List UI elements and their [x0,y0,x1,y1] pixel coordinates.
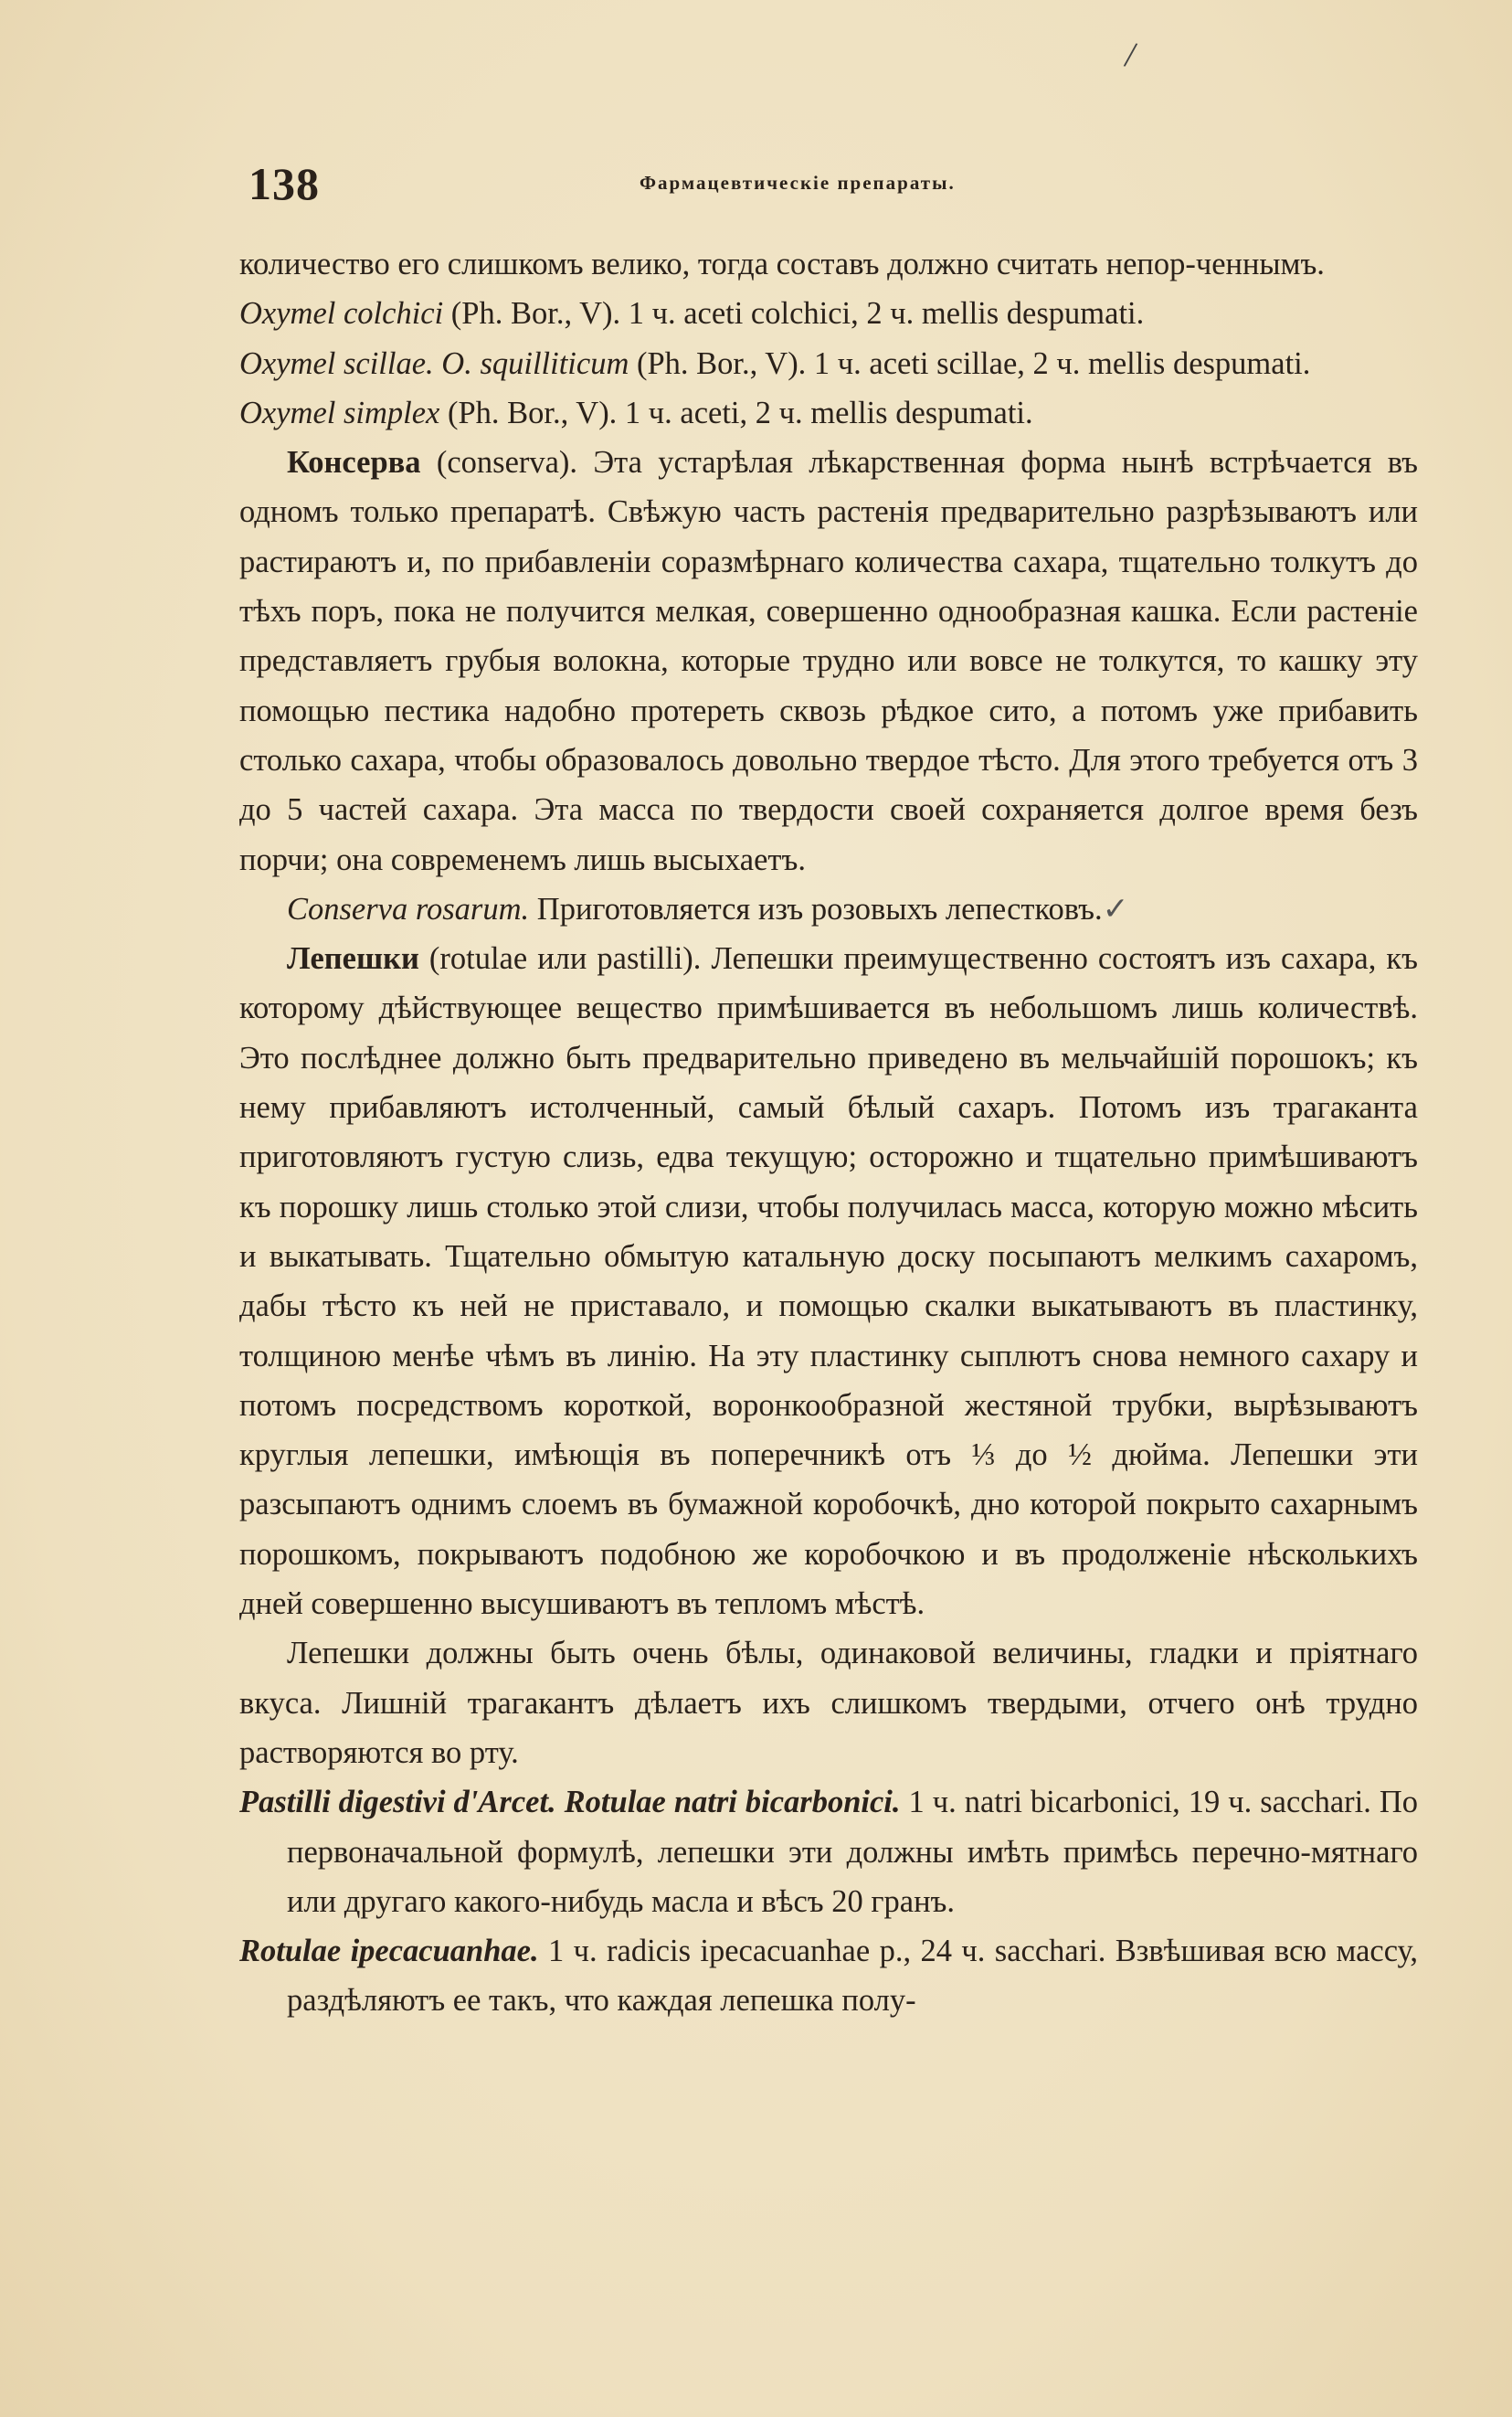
entry-rotulae-ipecacuanhae [239,1926,1418,2026]
entry-title: Oxymel simplex [239,395,440,430]
pencil-mark: / [1122,33,1139,76]
entry-conserva-rosarum [239,885,1418,934]
entry-text: 1 ч. radicis ipecacuanhae p., 24 ч. sacchari. Взвѣшивая всю массу, раздѣляютъ ее такъ, что каждая лепешка полу- [287,1934,1418,2019]
entry-title: Rotulae ipecacuanhae. [239,1934,539,1969]
section-text: (rotulae или pastilli). Лепешки преимущественно состоятъ изъ сахара, къ которому дѣйствующее вещество примѣшивается въ небольшомъ лишь количествѣ. Это послѣднее должно быть предварительно приведено въ мельчайшій порошокъ; къ нему прибавляютъ истолченный, самый бѣлый сахаръ. Потомъ изъ трагаканта приготовляютъ густую слизь, едва текущую; осторожно и тщательно примѣшиваютъ къ порошку лишь столько этой слизи, чтобы получилась масса, которую можно мѣсить и выкатывать. Тщательно обмытую катальную доску посыпаютъ мелкимъ сахаромъ, дабы тѣсто къ ней не приставало, и помощью скалки выкатываютъ въ пластинку, толщиною менѣе чѣмъ въ линію. На эту пластинку сыплютъ снова немного сахару и потомъ посредствомъ короткой, воронкообразной жестяной трубки, вырѣзываютъ круглыя лепешки, имѣющія въ поперечникѣ отъ ⅓ до ½ дюйма. Лепешки эти разсыпаютъ однимъ слоемъ въ бумажной коробочкѣ, дно которой покрыто сахарнымъ порошкомъ, покрываютъ подобною же коробочкою и въ продолженіе нѣсколькихъ дней совершенно высушиваютъ въ тепломъ мѣстѣ. [239,941,1418,1622]
entry-title: Pastilli digestivi d'Arcet. Rotulae natri bicarbonici. [239,1785,901,1820]
entry-pastilli-digestivi [239,1777,1418,1926]
paragraph-continuation: количество его слишкомъ велико, тогда составъ должно считать непор-ченнымъ. [239,247,1325,281]
section-rotulae [239,934,1418,1628]
running-head: Фармацевтическіе препараты. [640,172,956,194]
entry-text: Приготовляется изъ розовыхъ лепестковъ. [529,891,1103,927]
entry-oxymel-simplex [239,388,1418,438]
section-conserva [239,438,1418,885]
entry-oxymel-colchici [239,289,1418,338]
entry-text: 1 ч. natri bicarbonici, 19 ч. sacchari. По первоначальной формулѣ, лепешки эти должны имѣть примѣсь перечно-мятнаго или другаго какого-нибудь масла и вѣсъ 20 гранъ. [287,1785,1418,1919]
entry-oxymel-scillae [239,339,1418,388]
entry-text: (Ph. Bor., V). 1 ч. aceti scillae, 2 ч. mellis despumati. [629,345,1311,381]
entry-title: Oxymel scillae. O. squilliticum [239,345,629,381]
section-term: Лепешки [287,941,419,977]
entry-text: (Ph. Bor., V). 1 ч. aceti, 2 ч. mellis despumati. [439,395,1033,430]
section-term: Консерва [287,445,421,481]
check-mark-icon: ✓ [1102,891,1129,927]
body-text [239,239,1418,2026]
section-text: (conserva). Эта устарѣлая лѣкарственная форма нынѣ встрѣчается въ одномъ только препаратѣ. Свѣжую часть растенія предварительно разрѣзываютъ или растираютъ и, по прибавленіи соразмѣрнаго количества сахара, тщательно толкутъ до тѣхъ поръ, пока не получится мелкая, совершенно однообразная кашка. Если растеніе представляетъ грубыя волокна, которые трудно или вовсе не толкутся, то кашку эту помощью пестика надобно протереть сквозь рѣдкое сито, а потомъ уже прибавить столько сахара, чтобы образовалось довольно твердое тѣсто. Для этого требуется отъ 3 до 5 частей сахара. Эта масса по твердости своей сохраняется долгое время безъ порчи; она современемъ лишь высыхаетъ. [239,445,1418,877]
entry-title: Oxymel colchici [239,296,444,332]
page-number: 138 [248,158,320,209]
entry-text: (Ph. Bor., V). 1 ч. aceti colchici, 2 ч. mellis despumati. [443,296,1145,332]
entry-title: Conserva rosarum. [287,891,530,927]
paragraph-rotulae-quality: Лепешки должны быть очень бѣлы, одинаковой величины, гладки и пріятнаго вкуса. Лишній трагакантъ дѣлаетъ ихъ слишкомъ твердыми, отчего онѣ трудно растворяются во рту. [239,1636,1418,1770]
